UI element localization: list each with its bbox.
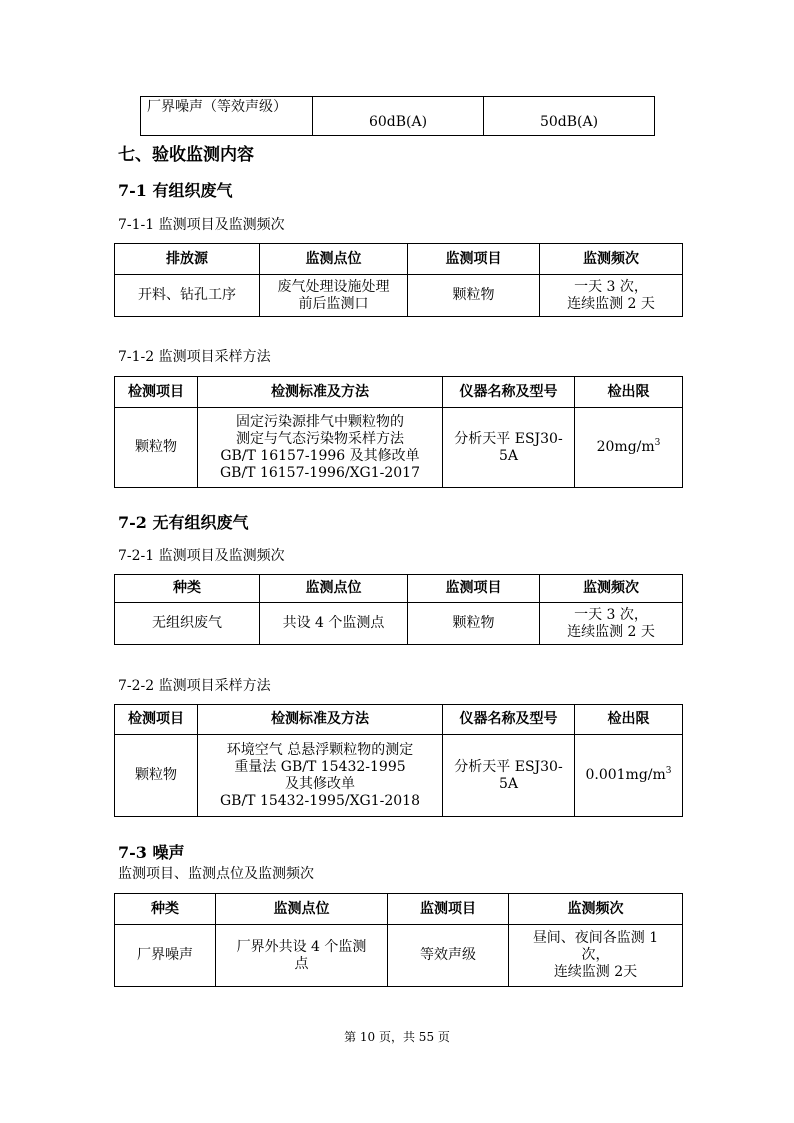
freq-cell: 一天 3 次， 连续监测 2 天 <box>540 275 683 317</box>
noise-night-cell: 50dB(A) <box>484 97 655 136</box>
header-cell: 监测频次 <box>540 244 683 275</box>
point-cell: 厂界外共设 4 个监测 点 <box>216 925 388 987</box>
kind-cell: 无组织废气 <box>115 603 260 645</box>
table-header-row <box>115 575 683 603</box>
table-row <box>115 275 683 317</box>
noise-label-cell: 厂界噪声（等效声级） <box>141 97 313 136</box>
freq-cell: 昼间、夜间各监测 1 次， 连续监测 2天 <box>509 925 683 987</box>
header-cell: 监测项目 <box>388 894 509 925</box>
caption-7-1-1: 7-1-1 监测项目及监测频次 <box>118 217 285 233</box>
table-7-3 <box>114 893 683 987</box>
table-row <box>115 735 683 817</box>
header-cell: 监测点位 <box>260 575 408 603</box>
table-row <box>115 408 683 488</box>
caption-7-2-1: 7-2-1 监测项目及监测频次 <box>118 548 285 564</box>
method-cell: 环境空气 总悬浮颗粒物的测定 重量法 GB/T 15432-1995 及其修改单 GB/T 15432-1995/XG1-2018 <box>198 735 443 817</box>
noise-day-cell: 60dB(A) <box>313 97 484 136</box>
header-cell: 检测项目 <box>115 377 198 408</box>
limit-cell: $20mg/m^3$ <box>575 408 683 488</box>
header-cell: 检测标准及方法 <box>198 377 443 408</box>
caption-7-2-2: 7-2-2 监测项目采样方法 <box>118 678 271 694</box>
item-cell: 颗粒物 <box>408 275 540 317</box>
item-cell: 颗粒物 <box>115 408 198 488</box>
table-7-1-1 <box>114 243 683 317</box>
instrument-cell: 分析天平 ESJ30- 5A <box>443 408 575 488</box>
header-cell: 排放源 <box>115 244 260 275</box>
point-cell: 共设 4 个监测点 <box>260 603 408 645</box>
item-cell: 颗粒物 <box>115 735 198 817</box>
point-cell: 废气处理设施处理 前后监测口 <box>260 275 408 317</box>
table-header-row <box>115 894 683 925</box>
header-cell: 仪器名称及型号 <box>443 705 575 735</box>
table-header-row <box>115 705 683 735</box>
section-7-1-title: 7-1 有组织废气 <box>118 181 233 200</box>
header-cell: 检出限 <box>575 377 683 408</box>
header-cell: 监测点位 <box>260 244 408 275</box>
section-7-2-title: 7-2 无有组织废气 <box>118 513 249 532</box>
table-7-2-2 <box>114 704 683 817</box>
table-7-2-1 <box>114 574 683 645</box>
kind-cell: 厂界噪声 <box>115 925 216 987</box>
table-row <box>115 603 683 645</box>
header-cell: 监测频次 <box>540 575 683 603</box>
table-row <box>115 925 683 987</box>
freq-cell: 一天 3 次， 连续监测 2 天 <box>540 603 683 645</box>
item-cell: 颗粒物 <box>408 603 540 645</box>
header-cell: 监测点位 <box>216 894 388 925</box>
header-cell: 监测项目 <box>408 575 540 603</box>
source-cell: 开料、钻孔工序 <box>115 275 260 317</box>
header-cell: 检测标准及方法 <box>198 705 443 735</box>
caption-7-3: 监测项目、监测点位及监测频次 <box>118 866 314 882</box>
header-cell: 监测频次 <box>509 894 683 925</box>
table-7-1-2 <box>114 376 683 488</box>
caption-7-1-2: 7-1-2 监测项目采样方法 <box>118 349 271 365</box>
section-7-title: 七、验收监测内容 <box>118 145 254 165</box>
header-cell: 监测项目 <box>408 244 540 275</box>
page-footer: 第 10 页，共 55 页 <box>344 1030 450 1044</box>
header-cell: 仪器名称及型号 <box>443 377 575 408</box>
item-cell: 等效声级 <box>388 925 509 987</box>
header-cell: 检出限 <box>575 705 683 735</box>
instrument-cell: 分析天平 ESJ30- 5A <box>443 735 575 817</box>
header-cell: 种类 <box>115 894 216 925</box>
header-cell: 检测项目 <box>115 705 198 735</box>
table-header-row <box>115 377 683 408</box>
section-7-3-title: 7-3 噪声 <box>118 843 185 862</box>
table-header-row <box>115 244 683 275</box>
limit-cell: $0.001mg/m^3$ <box>575 735 683 817</box>
noise-standard-table <box>140 96 655 136</box>
header-cell: 种类 <box>115 575 260 603</box>
method-cell: 固定污染源排气中颗粒物的 测定与气态污染物采样方法 GB/T 16157-1996 及其修改单 GB/T 16157-1996/XG1-2017 <box>198 408 443 488</box>
